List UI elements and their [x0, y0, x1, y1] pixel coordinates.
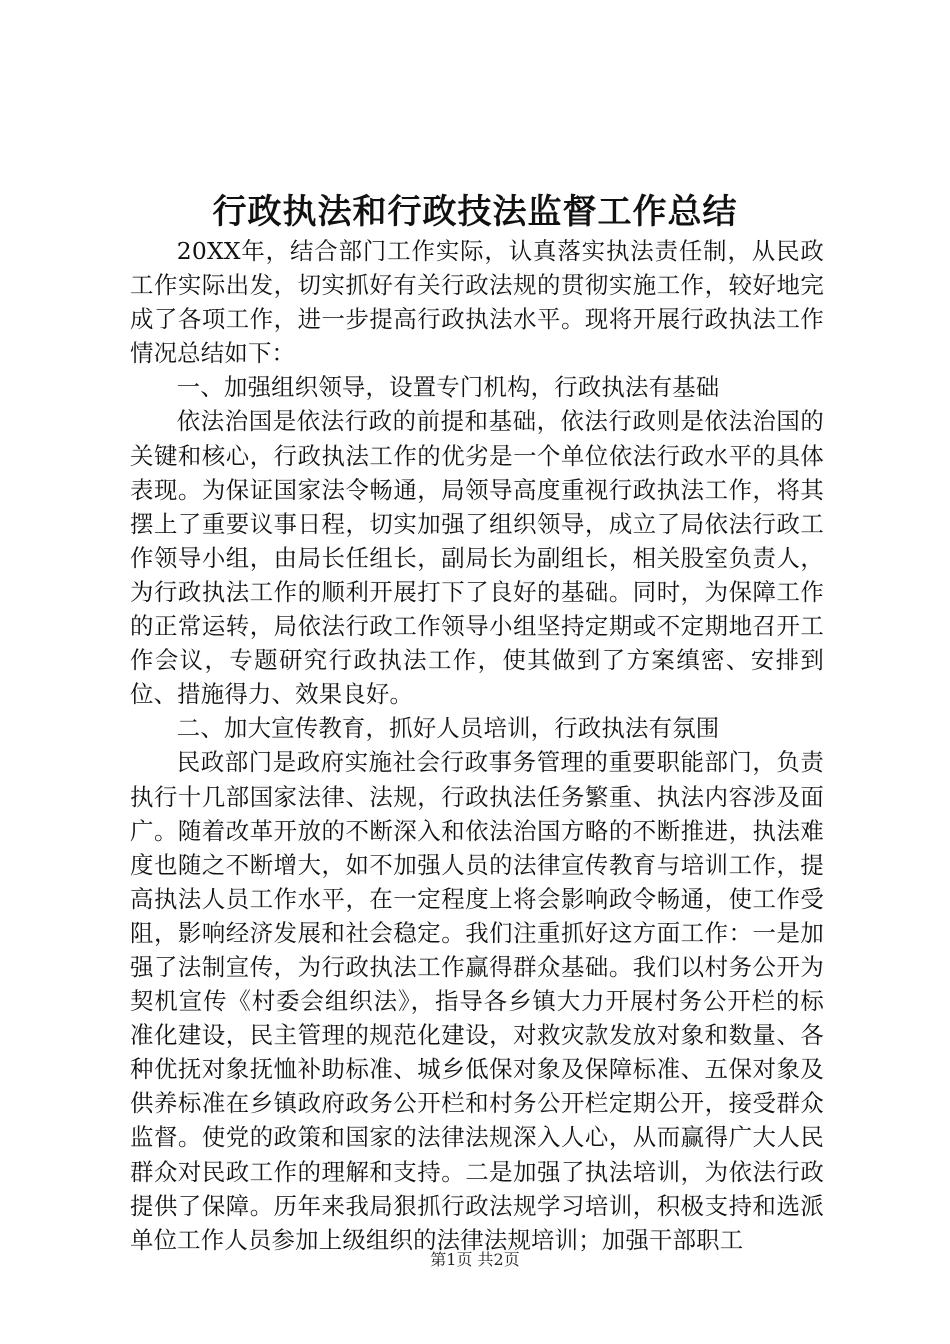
intro-paragraph: 20XX年，结合部门工作实际，认真落实执法责任制，从民政工作实际出发，切实抓好有关行政法规的贯彻实施工作，较好地完成了各项工作，进一步提高行政执法水平。现将开展行政执法工作情况总结如下： — [130, 237, 824, 368]
section-heading-2: 二、加大宣传教育，抓好人员培训，行政执法有氛围 — [176, 714, 720, 743]
section-heading-1: 一、加强组织领导，设置专门机构，行政执法有基础 — [176, 373, 720, 402]
page-footer: 第1页 共2页 — [430, 1250, 520, 1269]
section-2-paragraph: 民政部门是政府实施社会行政事务管理的重要职能部门，负责执行十几部国家法律、法规，行政执法任务繁重、执法内容涉及面广。随着改革开放的不断深入和依法治国方略的不断推进，执法难度也随之不断增大，如不加强人员的法律宣传教育与培训工作，提高执法人员工作水平，在一定程度上将会影响政令畅通，使工作受阻，影响经济发展和社会稳定。我们注重抓好这方面工作：一是加强了法制宣传，为行政执法工作赢得群众基础。我们以村务公开为契机宣传《村委会组织法》，指导各乡镇大力开展村务公开栏的标准化建设，民主管理的规范化建设，对救灾款发放对象和数量、各种优抚对象抚恤补助标准、城乡低保对象及保障标准、五保对象及供养标准在乡镇政府政务公开栏和村务公开栏定期公开，接受群众监督。使党的政策和国家的法律法规深入人心，从而赢得广大人民群众对民政工作的理解和支持。二是加强了执法培训，为依法行政提供了保障。历年来我局狠抓行政法规学习培训，积极支持和选派单位工作人员参加上级组织的法律法规培训；加强干部职工 — [130, 748, 824, 1254]
document-title: 行政执法和行政技法监督工作总结 — [212, 192, 738, 232]
document-body — [130, 234, 824, 1257]
section-1-paragraph: 依法治国是依法行政的前提和基础，依法行政则是依法治国的关键和核心，行政执法工作的优劣是一个单位依法行政水平的具体表现。为保证国家法令畅通，局领导高度重视行政执法工作，将其摆上了重要议事日程，切实加强了组织领导，成立了局依法行政工作领导小组，由局长任组长，副局长为副组长，相关股室负责人，为行政执法工作的顺利开展打下了良好的基础。同时，为保障工作的正常运转，局依法行政工作领导小组坚持定期或不定期地召开工作会议，专题研究行政执法工作，使其做到了方案缜密、安排到位、措施得力、效果良好。 — [130, 407, 824, 709]
